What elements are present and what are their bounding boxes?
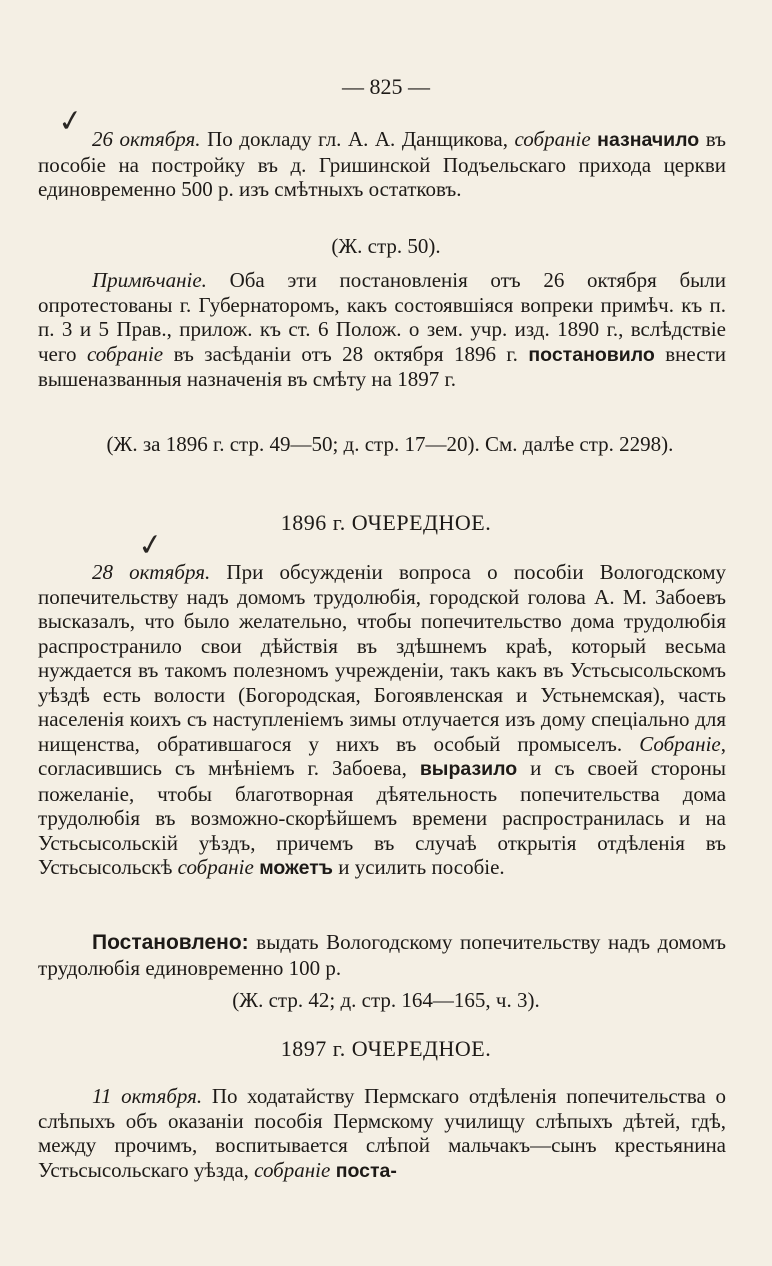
- checkmark-2: ✓: [135, 526, 166, 565]
- checkmark-1: ✓: [55, 102, 86, 141]
- resolution-label: Постановлено:: [92, 931, 249, 954]
- reference-1: (Ж. стр. 50).: [331, 234, 441, 258]
- note-label: Примѣчаніе.: [92, 268, 207, 292]
- page-number: — 825 —: [342, 74, 430, 99]
- paragraph-note: Примѣчаніе. Оба эти постановленія отъ 26 октября были опротестованы г. Губернаторомъ, какъ состоявшіяся вопреки примѣч. къ п. п. 3 и 5 Прав., прилож. къ ст. 6 Полож. о зем. учр. изд. 1890 г., вслѣдствіе чего собраніе въ засѣданіи отъ 28 октября 1896 г. постановило внести вышеназванныя назначенія въ смѣту на 1897 г.: [38, 268, 726, 391]
- verb-vyrazilo: выразило: [419, 758, 518, 780]
- paragraph-oct-26: 26 октября. По докладу гл. А. А. Данщикова, собраніе назначило въ пособіе на постройку въ д. Гришинской Подъельскаго прихода церкви единовременно 500 р. изъ смѣтныхъ остатковъ.: [38, 127, 726, 201]
- date-oct-28: 28 октября.: [92, 560, 211, 584]
- paragraph-oct-28: 28 октября. При обсужденіи вопроса о пособіи Вологодскому попечительству надъ домомъ трудолюбія, городской голова А. М. Забоевъ высказалъ, что было желательно, чтобы попечительство дома трудолюбія распространило свои дѣйствія въ здѣшнемъ краѣ, который весьма нуждается въ такомъ полезномъ учрежденіи, такъ какъ въ Устьсысольскомъ уѣздѣ есть волости (Богородская, Богоявленская и Устьнемская), часть населенія коихъ съ наступленіемъ зимы отлучается изъ дому спеціально для нищенства, обратившагося у нихъ въ особый промыселъ. Собраніе, согласившись съ мнѣніемъ г. Забоева, выразило и съ своей стороны пожеланіе, чтобы благотворная дѣятельность попечительства дома трудолюбія въ возможно-скорѣйшемъ времени распространилась и на Устьсысольскій уѣздъ, причемъ въ случаѣ открытія отдѣленія въ Устьсысольскѣ собраніе можетъ и усилить пособіе.: [38, 560, 726, 879]
- heading-1897: 1897 г. ОЧЕРЕДНОЕ.: [280, 1036, 492, 1061]
- verb-postanovilo: постановило: [528, 343, 655, 366]
- paragraph-oct-11: 11 октября. По ходатайству Пермскаго отдѣленія попечительства о слѣпыхъ объ оказаніи пособія Пермскому училищу слѣпыхъ дѣтей, гдѣ, между прочимъ, воспитывается слѣпой мальчакъ—сынъ крестьянина Устьсысольскаго уѣзда, собраніе поста-: [38, 1084, 726, 1182]
- heading-1896: 1896 г. ОЧЕРЕДНОЕ.: [280, 510, 492, 535]
- date-oct-11: 11 октября.: [92, 1084, 203, 1108]
- verb-posta: поста-: [330, 1159, 397, 1182]
- verb-naznachilo: назначило: [597, 129, 700, 151]
- reference-3: (Ж. стр. 42; д. стр. 164—165, ч. 3).: [232, 988, 540, 1012]
- paragraph-resolution: Постановлено: выдать Вологодскому попечительству надъ домомъ трудолюбія единовременно 100 р.: [38, 930, 726, 980]
- verb-mozhet: можетъ: [253, 857, 333, 879]
- reference-2: (Ж. за 1896 г. стр. 49—50; д. стр. 17—20). См. далѣе стр. 2298).: [106, 432, 674, 456]
- date-oct-26: 26 октября.: [92, 127, 201, 151]
